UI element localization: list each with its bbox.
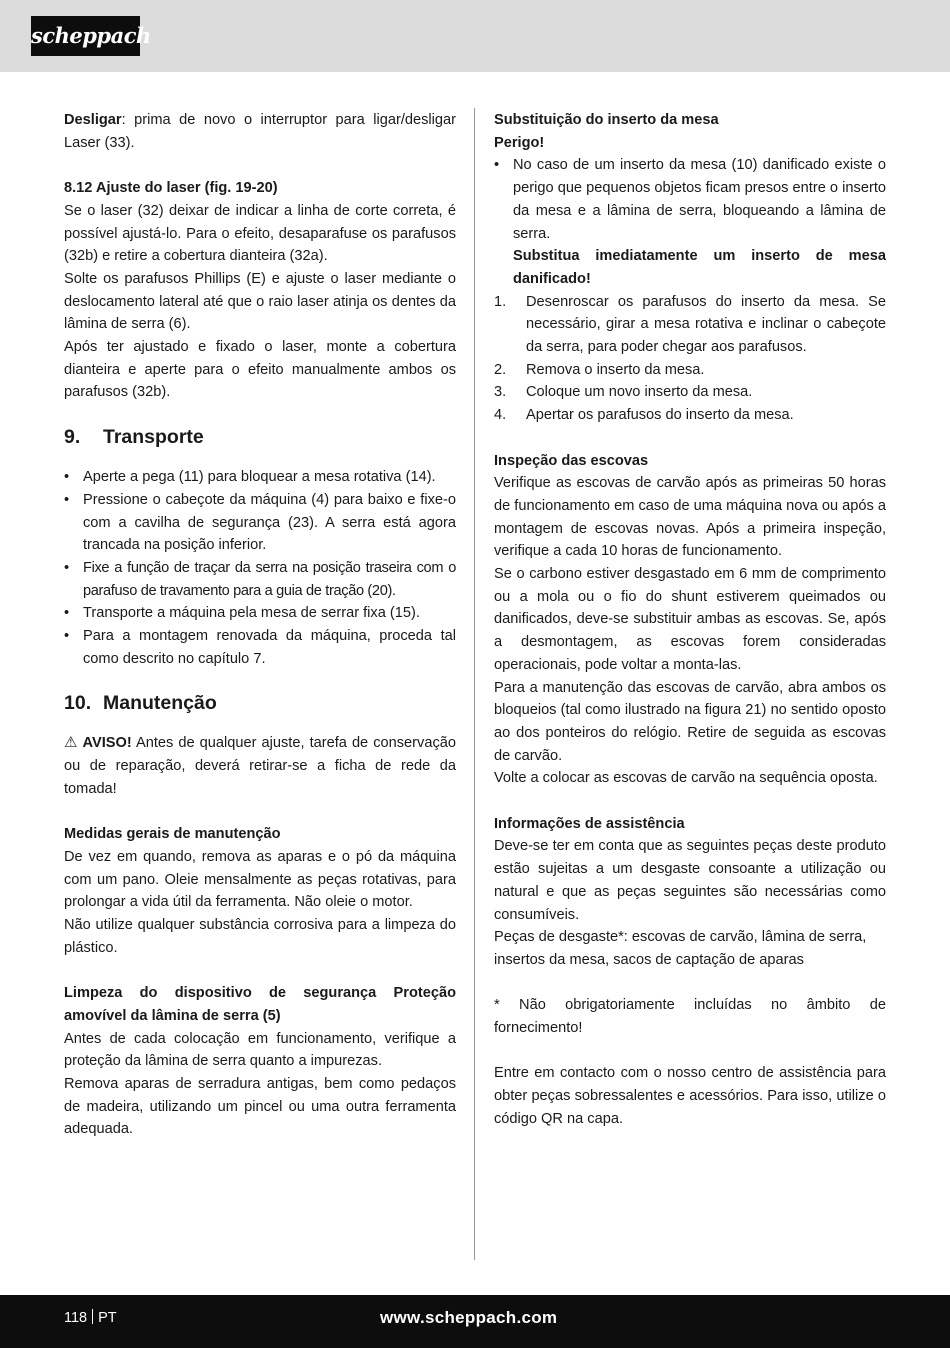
laser-paragraph-1: Se o laser (32) deixar de indicar a linha de corte correta, é possível ajustá-lo. Para o efeito, desaparafuse os parafusos (32b) e retire a cobertura dianteira (32a). [64, 202, 456, 265]
perigo-bold-text: Substitua imediatamente um inserto de mesa danificado! [513, 248, 886, 287]
desligar-paragraph [64, 109, 456, 154]
list-item: 4. Apertar os parafusos do inserto da mesa. [494, 407, 794, 424]
section-number: 9. [64, 426, 81, 449]
limpeza-paragraph-2: Remova aparas de serradura antigas, bem como pedaços de madeira, utilizando um pincel ou uma outra ferramenta adequada. [64, 1075, 456, 1138]
medidas-paragraph-1: De vez em quando, remova as aparas e o pó da máquina com um pano. Oleie mensalmente as peças rotativas, para prolongar a vida útil da ferramenta. Não oleie o motor. [64, 848, 456, 911]
perigo-list [494, 154, 886, 245]
section-title: Manutenção [103, 692, 217, 715]
scheppach-logo: scheppach [31, 16, 140, 56]
laser-heading: 8.12 Ajuste do laser (fig. 19-20) [64, 180, 278, 197]
info-paragraph-2: Peças de desgaste*: escovas de carvão, lâmina de serra, insertos da mesa, sacos de captação de aparas [494, 929, 867, 968]
transporte-list [64, 466, 456, 670]
list-item: • Pressione o cabeçote da máquina (4) para baixo e fixe-o com a cavilha de segurança (23). A serra está agora trancada na posição inferior. [64, 491, 456, 554]
escovas-paragraph-2: Se o carbono estiver desgastado em 6 mm de comprimento ou a mola ou o fio do shunt estiverem queimados ou danificados, deve-se substituir ambas as escovas. Se, após a desmontagem, as escovas forem consideradas operacionais, pode voltar a monta-las. [494, 566, 886, 673]
escovas-paragraph-4: Volte a colocar as escovas de carvão na sequência oposta. [494, 770, 878, 787]
perigo-label: Perigo! [494, 134, 545, 151]
list-item: • Para a montagem renovada da máquina, proceda tal como descrito no capítulo 7. [64, 628, 456, 667]
limpeza-paragraph-1: Antes de cada colocação em funcionamento, verifique a proteção da lâmina de serra quanto a impurezas. [64, 1030, 456, 1070]
list-item: 1. Desenroscar os parafusos do inserto da mesa. Se necessário, girar a mesa rotativa e inclinar o cabeçote da serra, para poder chegar aos parafusos. [494, 293, 886, 356]
escovas-paragraph-3: Para a manutenção das escovas de carvão, abra ambos os bloqueios (tal como ilustrado na figura 21) no sentido oposto ao dos ponteiros do relógio. Retire de seguida as escovas de carvão. [494, 679, 886, 764]
aviso-text: Antes de qualquer ajuste, tarefa de conservação ou de reparação, deverá retirar-se a ficha de rede da tomada! [64, 735, 456, 797]
column-divider [474, 108, 475, 1260]
left-column [64, 109, 456, 1141]
list-item: • No caso de um inserto da mesa (10) danificado existe o perigo que pequenos objetos ficam presos entre o inserto da mesa e a lâmina de serra, bloqueando a lâmina de serra. [494, 157, 886, 242]
info-heading: Informações de assistência [494, 815, 685, 832]
aviso-paragraph [64, 732, 456, 800]
laser-paragraph-2: Solte os parafusos Phillips (E) e ajuste o laser mediante o deslocamento lateral até que o raio laser atinja os dentes da lâmina de serra (6). [64, 270, 456, 333]
medidas-paragraph-2: Não utilize qualquer substância corrosiva para a limpeza do plástico. [64, 917, 456, 956]
list-item: • Transporte a máquina pela mesa de serrar fixa (15). [64, 605, 420, 622]
medidas-heading: Medidas gerais de manutenção [64, 826, 281, 843]
insert-heading: Substituição do inserto da mesa [494, 112, 719, 128]
section-title: Transporte [103, 426, 204, 449]
page-header [0, 0, 950, 72]
escovas-paragraph-1: Verifique as escovas de carvão após as primeiras 50 horas de funcionamento em caso de uma máquina nova ou após a montagem de escovas novas. Após a primeira inspeção, verifique a cada 10 horas de funcionamento. [494, 475, 886, 560]
info-note: * Não obrigatoriamente incluídas no âmbito de fornecimento! [494, 997, 886, 1037]
steps-list [494, 291, 886, 427]
desligar-label: Desligar [64, 112, 122, 128]
list-item: • Fixe a função de traçar da serra na posição traseira com o parafuso de travamento para a guia de tração (20). [64, 559, 456, 599]
section-heading-manutencao [64, 690, 456, 716]
warning-icon: ⚠ [64, 734, 78, 752]
page-footer [0, 1295, 950, 1348]
list-item: • Aperte a pega (11) para bloquear a mesa rotativa (14). [64, 469, 436, 486]
list-item: 3. Coloque um novo inserto da mesa. [494, 384, 753, 401]
section-heading-transporte [64, 424, 456, 450]
language-code: PT [98, 1310, 117, 1326]
list-item: 2. Remova o inserto da mesa. [494, 361, 705, 378]
info-contact: Entre em contacto com o nosso centro de assistência para obter peças sobressalentes e acessórios. Para isso, utilize o código QR na capa. [494, 1065, 886, 1127]
aviso-label: AVISO! [82, 735, 132, 752]
page-number: 118 PT [64, 1310, 117, 1326]
section-number: 10. [64, 692, 92, 715]
escovas-heading: Inspeção das escovas [494, 452, 649, 469]
right-column [494, 109, 886, 1131]
desligar-text: : prima de novo o interruptor para ligar/desligar Laser (33). [64, 112, 456, 151]
limpeza-heading: Limpeza do dispositivo de segurança Proteção amovível da lâmina de serra (5) [64, 985, 456, 1024]
laser-paragraph-3: Após ter ajustado e fixado o laser, monte a cobertura dianteira e aperte para o efeito manualmente ambos os parafusos (32b). [64, 339, 456, 401]
website-link[interactable]: www.scheppach.com [380, 1308, 558, 1327]
info-paragraph-1: Deve-se ter em conta que as seguintes peças deste produto estão sujeitas a um desgaste consoante a utilização ou natural e que as peças seguintes são necessárias como consumíveis. [494, 838, 886, 923]
